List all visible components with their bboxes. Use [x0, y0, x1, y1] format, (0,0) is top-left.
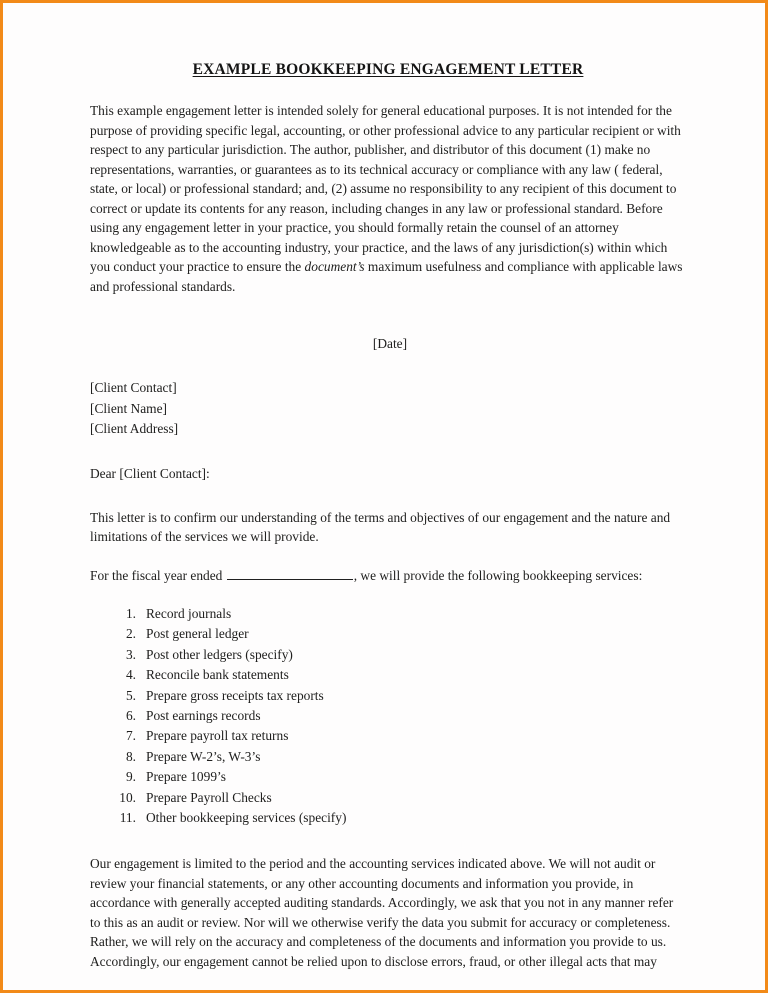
document-content: [90, 61, 686, 971]
list-item: Prepare gross receipts tax reports: [146, 687, 324, 703]
list-item: Other bookkeeping services (specify): [146, 810, 347, 826]
intro-paragraph: This letter is to confirm our understanding of the terms and objectives of our engagement and the nature and limitations of the services we will provide.: [90, 509, 671, 544]
spacer: [90, 296, 686, 336]
spacer: [90, 585, 686, 604]
list-item: Prepare 1099’s: [146, 769, 226, 785]
salutation-line: Dear [Client Contact]:: [90, 465, 210, 481]
list-item: Record journals: [146, 606, 232, 621]
disclaimer-text-main: This example engagement letter is intended solely for general educational purposes. It is not intended for the purpose of providing specific legal, accounting, or other professional advice to any particular recipient or with respect to any particular jurisdiction. The author, publisher, and distributor of this document (1) make no representations, warranties, or guarantees as to its technical accuracy or compliance with any law ( federal, state, or local) or professional standard; and, (2) assume no responsibility to any recipient of this document to correct or update its contents for any reason, including changes in any law or professional standard. Before using any engagement letter in your practice, you should formally retain the counsel of an attorney knowledgeable as to the accounting industry, your practice, and the laws of any jurisdiction(s) within which you conduct your practice to ensure the: [90, 103, 681, 274]
spacer: [90, 828, 686, 854]
closing-paragraph: Our engagement is limited to the period and the accounting services indicated above. We will not audit or review your financial statements, or any other accounting documents and information you provide, in accordance with generally accepted auditing standards. Accordingly, we ask that you not in any manner refer to this as an audit or review. Nor will we otherwise verify the data you submit for accuracy or completeness. Rather, we will rely on the accuracy and completeness of the documents and information you provide to us. Accordingly, our engagement cannot be relied upon to disclose errors, fraud, or other illegal acts that may: [90, 856, 674, 969]
recipient-address: [Client Address]: [90, 421, 179, 436]
disclaimer-paragraph: [90, 101, 686, 296]
date-field: [90, 336, 686, 352]
page-title: EXAMPLE BOOKKEEPING ENGAGEMENT LETTER: [192, 61, 584, 78]
list-item: Prepare Payroll Checks: [146, 789, 272, 805]
fiscal-year-lead-in: For the fiscal year ended: [90, 567, 226, 583]
list-item: Prepare W-2’s, W-3’s: [146, 748, 261, 764]
recipient-contact: [Client Contact]: [90, 380, 177, 395]
disclaimer-text-tail: maximum usefulness and compliance with applicable laws and professional standards.: [90, 259, 683, 294]
list-item: Post general ledger: [146, 626, 249, 642]
recipient-name: [Client Name]: [90, 400, 167, 416]
services-list: [90, 604, 686, 828]
list-item: Post earnings records: [146, 708, 261, 724]
date-placeholder-text: [Date]: [372, 336, 408, 351]
spacer: [90, 440, 686, 466]
fiscal-year-blank-field[interactable]: [227, 568, 353, 580]
spacer: [90, 352, 686, 378]
fiscal-year-trailing: , we will provide the following bookkeeping services:: [353, 567, 643, 583]
spacer: [90, 482, 686, 508]
list-item: Post other ledgers (specify): [146, 646, 293, 662]
list-item: Prepare payroll tax returns: [146, 728, 289, 744]
page-sheet: [3, 3, 765, 990]
spacer: [90, 547, 686, 566]
disclaimer-italic-term: document’s: [304, 259, 365, 274]
fiscal-year-paragraph: [90, 566, 686, 586]
list-item: Reconcile bank statements: [146, 667, 289, 683]
